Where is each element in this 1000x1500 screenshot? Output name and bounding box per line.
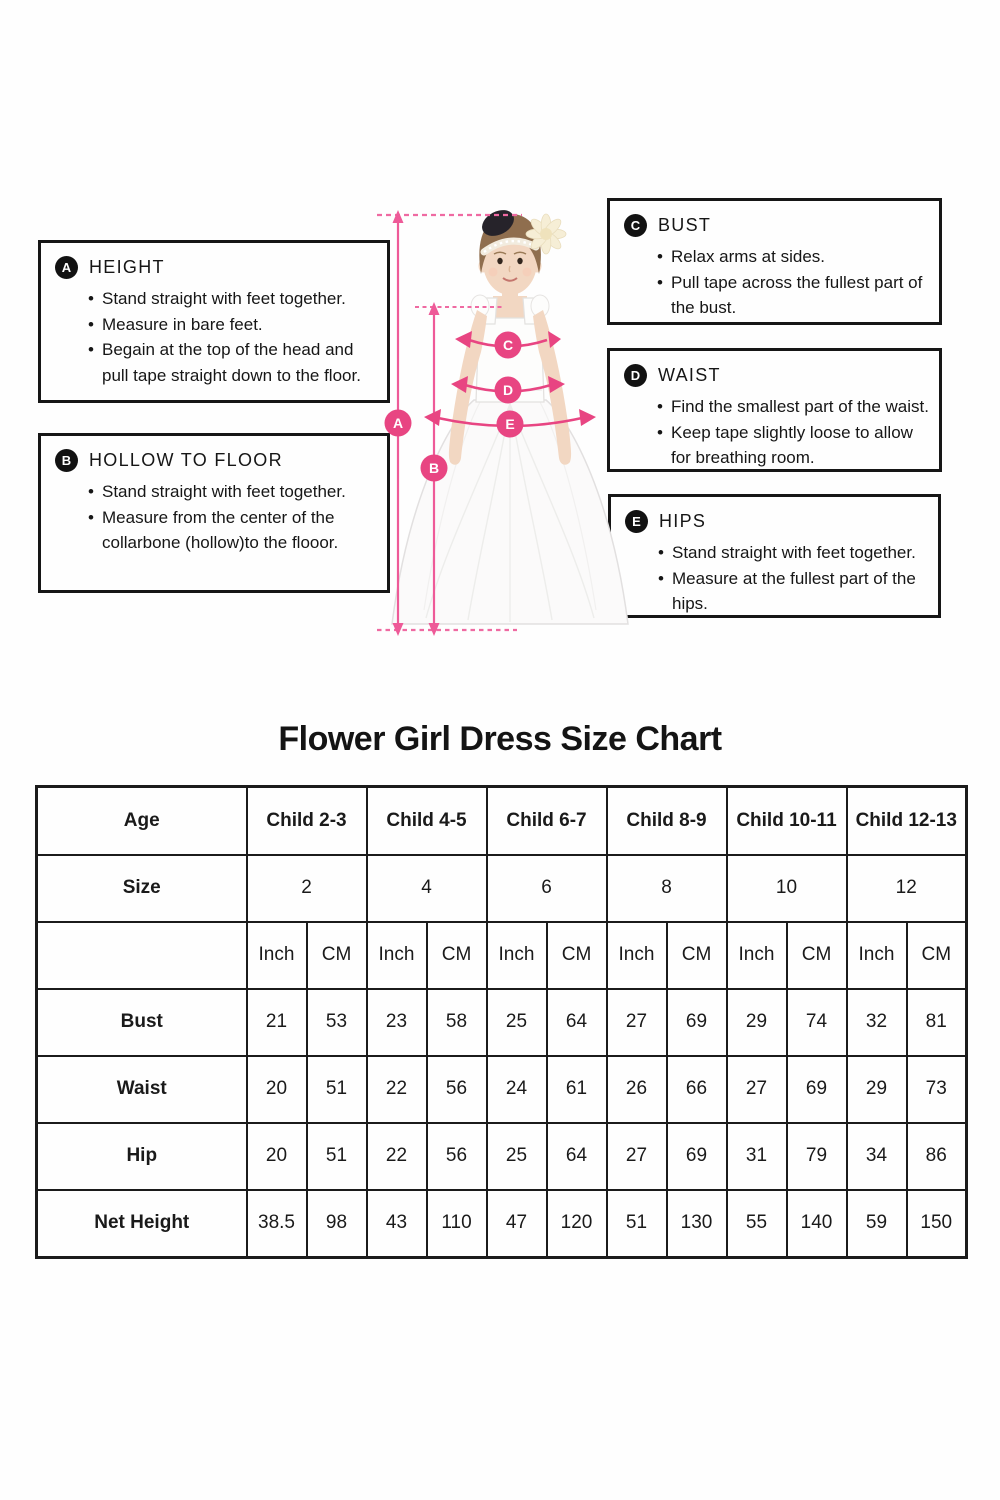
bust-value: 81: [907, 989, 967, 1056]
waist-value: 51: [307, 1056, 367, 1123]
hollow-to-floor-instruction-box: [38, 433, 390, 593]
net-height-value: 98: [307, 1190, 367, 1258]
size-12: 12: [847, 855, 967, 922]
flower-ornament: [526, 214, 566, 254]
unit-cell: Inch: [367, 922, 427, 989]
net-height-value: 110: [427, 1190, 487, 1258]
waist-bullet-2: • Keep tape slightly loose to allow for breathing room.: [657, 422, 913, 467]
waist-row: [37, 1056, 967, 1123]
letter-a-badge-icon: A: [55, 256, 78, 279]
unit-cell: CM: [547, 922, 607, 989]
unit-cell: Inch: [607, 922, 667, 989]
height-title: HEIGHT: [89, 257, 165, 277]
net-height-value: 59: [847, 1190, 907, 1258]
hip-value: 51: [307, 1123, 367, 1190]
size-table-wrap: [35, 785, 968, 1259]
net-height-label: Net Height: [37, 1190, 247, 1258]
waist-label: Waist: [37, 1056, 247, 1123]
hip-value: 56: [427, 1123, 487, 1190]
units-row: [37, 922, 967, 989]
waist-value: 27: [727, 1056, 787, 1123]
net-height-value: 150: [907, 1190, 967, 1258]
age-child-12-13: Child 12-13: [847, 787, 967, 855]
hip-row: [37, 1123, 967, 1190]
svg-text:E: E: [505, 416, 515, 432]
bust-value: 58: [427, 989, 487, 1056]
age-label: Age: [37, 787, 247, 855]
hip-value: 25: [487, 1123, 547, 1190]
waist-value: 56: [427, 1056, 487, 1123]
age-row: [37, 787, 967, 855]
waist-value: 24: [487, 1056, 547, 1123]
height-bullet-1: • Stand straight with feet together.: [88, 289, 346, 308]
hips-title: HIPS: [659, 511, 707, 531]
net-height-value: 43: [367, 1190, 427, 1258]
hip-value: 86: [907, 1123, 967, 1190]
svg-text:A: A: [392, 415, 404, 431]
bust-value: 32: [847, 989, 907, 1056]
svg-text:D: D: [502, 382, 514, 398]
units-empty-cell: [37, 922, 247, 989]
bust-row: [37, 989, 967, 1056]
age-child-2-3: Child 2-3: [247, 787, 367, 855]
unit-cell: Inch: [847, 922, 907, 989]
bust-title: BUST: [658, 215, 712, 235]
hip-value: 22: [367, 1123, 427, 1190]
age-child-6-7: Child 6-7: [487, 787, 607, 855]
letter-b-badge-icon: B: [55, 449, 78, 472]
waist-value: 69: [787, 1056, 847, 1123]
waist-value: 22: [367, 1056, 427, 1123]
hollow-bullet-1: • Stand straight with feet together.: [88, 482, 346, 501]
waist-title: WAIST: [658, 365, 721, 385]
size-table: [35, 785, 968, 1259]
waist-bullet-1: • Find the smallest part of the waist.: [657, 397, 929, 416]
unit-cell: Inch: [487, 922, 547, 989]
hip-value: 20: [247, 1123, 307, 1190]
bust-value: 23: [367, 989, 427, 1056]
hip-value: 34: [847, 1123, 907, 1190]
letter-d-badge-icon: D: [624, 364, 647, 387]
svg-text:C: C: [502, 337, 514, 353]
height-bullet-2: • Measure in bare feet.: [88, 314, 263, 334]
svg-text:B: B: [428, 460, 440, 476]
letter-e-badge-icon: E: [625, 510, 648, 533]
unit-cell: CM: [907, 922, 967, 989]
bust-value: 27: [607, 989, 667, 1056]
hip-value: 64: [547, 1123, 607, 1190]
bust-label: Bust: [37, 989, 247, 1056]
bust-value: 53: [307, 989, 367, 1056]
age-child-10-11: Child 10-11: [727, 787, 847, 855]
waist-value: 73: [907, 1056, 967, 1123]
net-height-value: 38.5: [247, 1190, 307, 1258]
net-height-value: 55: [727, 1190, 787, 1258]
unit-cell: Inch: [247, 922, 307, 989]
hips-bullet-2: • Measure at the fullest part of the hips.: [658, 568, 916, 613]
bust-bullet-1: • Relax arms at sides.: [657, 247, 825, 266]
waist-value: 61: [547, 1056, 607, 1123]
unit-cell: CM: [667, 922, 727, 989]
hollow-to-floor-title: HOLLOW TO FLOOR: [89, 450, 283, 470]
size-10: 10: [727, 855, 847, 922]
net-height-row: [37, 1190, 967, 1258]
waist-value: 66: [667, 1056, 727, 1123]
net-height-value: 140: [787, 1190, 847, 1258]
page-title: Flower Girl Dress Size Chart: [278, 720, 722, 758]
net-height-value: 51: [607, 1190, 667, 1258]
net-height-value: 120: [547, 1190, 607, 1258]
measurement-figure: [360, 190, 660, 670]
age-child-4-5: Child 4-5: [367, 787, 487, 855]
net-height-value: 47: [487, 1190, 547, 1258]
waist-value: 20: [247, 1056, 307, 1123]
hips-bullet-1: • Stand straight with feet together.: [658, 543, 916, 562]
unit-cell: CM: [787, 922, 847, 989]
bust-value: 69: [667, 989, 727, 1056]
size-6: 6: [487, 855, 607, 922]
waist-value: 26: [607, 1056, 667, 1123]
bust-value: 74: [787, 989, 847, 1056]
hip-value: 69: [667, 1123, 727, 1190]
age-child-8-9: Child 8-9: [607, 787, 727, 855]
height-instruction-box: [38, 240, 390, 403]
bust-bullet-2: • Pull tape across the fullest part of the bust.: [657, 272, 923, 317]
hip-value: 79: [787, 1123, 847, 1190]
bust-value: 25: [487, 989, 547, 1056]
girl-measurement-diagram: [360, 190, 660, 670]
height-bullet-3: • Begain at the top of the head and pull tape straight down to the floor.: [88, 340, 361, 385]
unit-cell: CM: [427, 922, 487, 989]
size-row: [37, 855, 967, 922]
hip-value: 27: [607, 1123, 667, 1190]
hip-label: Hip: [37, 1123, 247, 1190]
unit-cell: CM: [307, 922, 367, 989]
letter-c-badge-icon: C: [624, 214, 647, 237]
size-8: 8: [607, 855, 727, 922]
waist-value: 29: [847, 1056, 907, 1123]
unit-cell: Inch: [727, 922, 787, 989]
size-2: 2: [247, 855, 367, 922]
hip-value: 31: [727, 1123, 787, 1190]
hollow-bullet-2: • Measure from the center of the collarbone (hollow)to the flooor.: [88, 507, 339, 552]
bust-value: 64: [547, 989, 607, 1056]
bust-value: 29: [727, 989, 787, 1056]
size-4: 4: [367, 855, 487, 922]
bust-value: 21: [247, 989, 307, 1056]
net-height-value: 130: [667, 1190, 727, 1258]
size-label: Size: [37, 855, 247, 922]
